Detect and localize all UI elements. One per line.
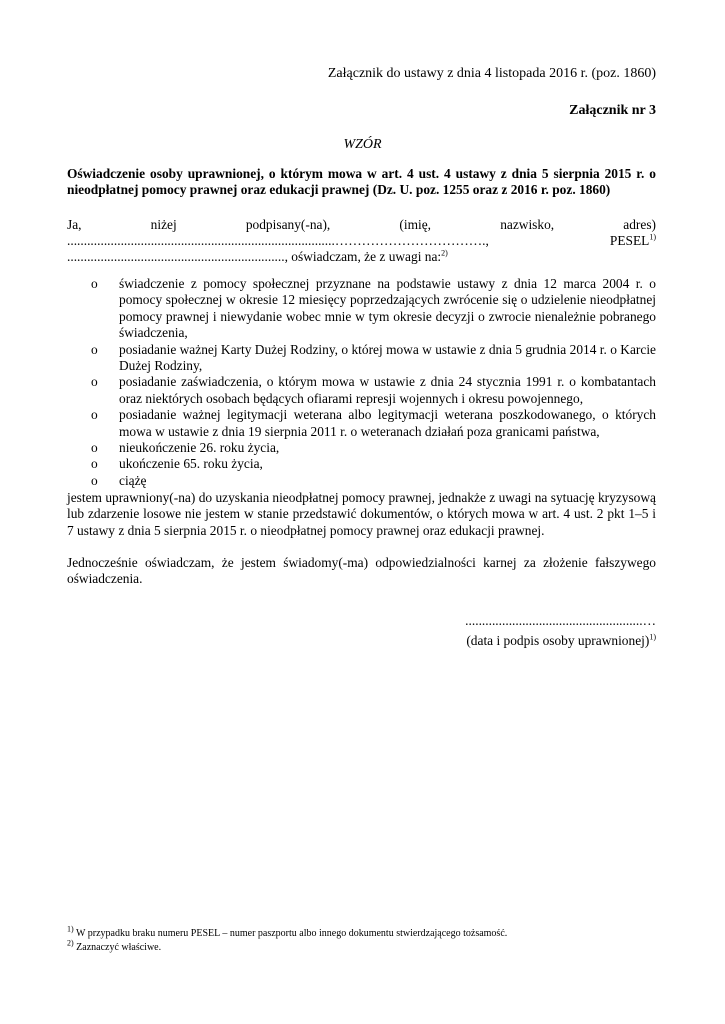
option-item <box>91 440 656 456</box>
footnote-2 <box>67 938 656 955</box>
annex-number: Załącznik nr 3 <box>569 103 656 118</box>
checkbox-circle-icon[interactable]: o <box>91 440 98 456</box>
declaration-line-3-text: ................................................................., oświadczam, że z uwagi na: <box>67 249 442 264</box>
footnote-ref-1: 1) <box>649 232 656 242</box>
option-text: świadczenie z pomocy społecznej przyznane na podstawie ustawy z dnia 12 marca 2004 r. o pomocy społecznej w okresie 12 miesięcy poprzedzających zwrócenie się o udzielenie nieodpłatnej pomocy prawnej i niewydanie wobec mnie w tym okresie decyzji o zwrocie nienależnie pobranego świadczenia, <box>119 276 656 341</box>
entitlement-paragraph: jestem uprawniony(-na) do uzyskania nieodpłatnej pomocy prawnej, jednakże z uwagi na sytuację kryzysową lub zdarzenie losowe nie jestem w stanie przedstawić dokumentów, o których mowa w art. 4 ust. 2 pkt 1–5 i 7 ustawy z dnia 5 sierpnia 2015 r. o nieodpłatnej pomocy prawnej oraz edukacji prawnej. <box>67 490 656 538</box>
option-text: nieukończenie 26. roku życia, <box>119 440 280 456</box>
footnote-2-text: Zaznaczyć właściwe. <box>73 942 162 953</box>
document-title: Oświadczenie osoby uprawnionej, o którym mowa w art. 4 ust. 4 ustawy z dnia 5 sierpnia 2015 r. o nieodpłatnej pomocy prawnej oraz edukacji prawnej (Dz. U. poz. 1255 oraz z 2016 r. poz. 1860) <box>67 166 656 198</box>
signature-block <box>360 633 656 649</box>
option-item <box>91 473 656 489</box>
footnotes <box>67 924 656 955</box>
checkbox-circle-icon[interactable]: o <box>91 374 98 390</box>
declaration-line-2 <box>67 233 656 249</box>
footnote-1-ref: 1) <box>67 924 74 934</box>
annex-reference: Załącznik do ustawy z dnia 4 listopada 2016 r. (poz. 1860) <box>327 66 656 81</box>
option-text: posiadanie ważnej Karty Dużej Rodziny, o której mowa w ustawie z dnia 5 grudnia 2014 r. o Karcie Dużej Rodziny, <box>119 341 656 374</box>
liability-paragraph: Jednocześnie oświadczam, że jestem świadomy(-ma) odpowiedzialności karnej za złożenie fałszywego oświadczenia. <box>67 555 656 587</box>
checkbox-circle-icon[interactable]: o <box>91 456 98 472</box>
option-item <box>91 374 656 407</box>
template-label: WZÓR <box>343 137 382 152</box>
option-item <box>91 276 656 342</box>
checkbox-circle-icon[interactable]: o <box>91 472 98 488</box>
option-text: posiadanie ważnej legitymacji weterana albo legitymacji weterana poszkodowanego, o których mowa w ustawie z dnia 19 sierpnia 2011 r. o weteranach działań poza granicami państwa, <box>119 407 656 439</box>
declaration-line-3 <box>67 249 656 265</box>
pesel-label: PESEL <box>609 233 650 248</box>
option-item <box>91 342 656 375</box>
footnote-1-text: W przypadku braku numeru PESEL – numer paszportu albo innego dokumentu stwierdzającego tożsamość. <box>73 928 508 939</box>
signature-footnote-ref: 1) <box>649 632 656 642</box>
footnote-ref-2: 2) <box>441 248 448 258</box>
option-item <box>91 407 656 440</box>
declaration-dots: ................................................................................……………………………., <box>67 233 489 248</box>
signature-label: (data i podpis osoby uprawnionej) <box>466 633 650 648</box>
option-text: ukończenie 65. roku życia, <box>119 456 263 472</box>
footnote-2-ref: 2) <box>67 938 74 948</box>
footnote-1 <box>67 924 656 941</box>
checkbox-circle-icon[interactable]: o <box>91 407 98 423</box>
declaration-line-1: Ja, niżej podpisany(-na), (imię, nazwisko, adres) <box>67 217 656 232</box>
option-text: posiadanie zaświadczenia, o którym mowa w ustawie z dnia 24 stycznia 1991 r. o kombatantach oraz niektórych osobach będących ofiarami represji wojennych i okresu powojennego, <box>119 374 656 406</box>
checkbox-circle-icon[interactable]: o <box>91 341 98 357</box>
checkbox-circle-icon[interactable]: o <box>91 276 98 291</box>
options-list <box>91 276 656 489</box>
option-item <box>91 456 656 472</box>
signature-dots: .....................................................… <box>465 613 656 628</box>
option-text: ciążę <box>119 472 147 488</box>
